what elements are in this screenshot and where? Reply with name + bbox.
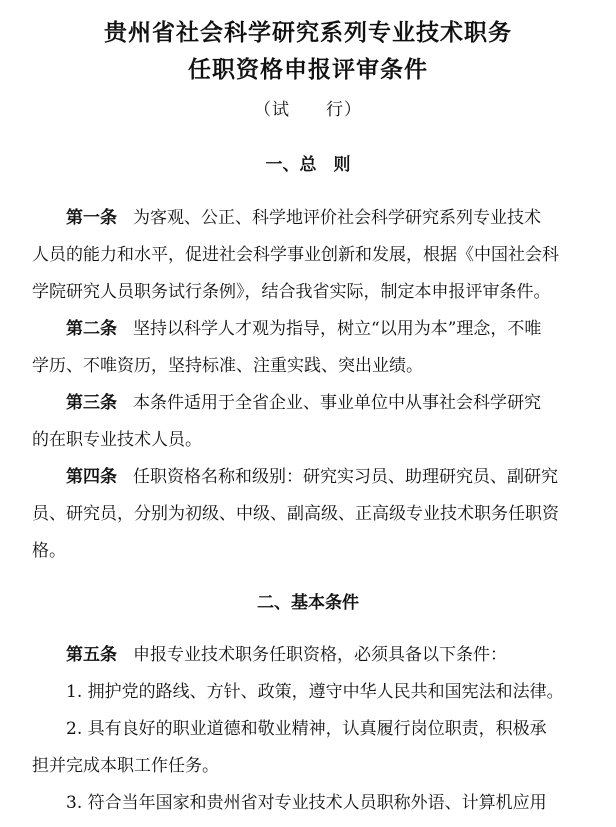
article-3-line-2: 的在职专业技术人员。 [32,430,202,450]
article-3-label: 第三条 [66,393,117,413]
article-2-text: 坚持以科学人才观为指导，树立“以用为本”理念，不唯 [133,319,542,339]
article-3-text: 本条件适用于全省企业、事业单位中从事社会科学研究 [133,393,541,413]
item-2-line-2: 担并完成本职工作任务。 [32,756,219,776]
article-5-line-1 [66,643,588,667]
article-1-line-3: 学院研究人员职务试行条例》，结合我省实际，制定本申报评审条件。 [32,282,551,302]
article-1-line-1 [66,206,588,230]
item-1: 1. 拥护党的路线、方针、政策，遵守中华人民共和国宪法和法律。 [66,682,564,702]
article-1-text: 为客观、公正、科学地评价社会科学研究系列专业技术 [133,208,541,228]
article-4-line-1 [66,465,588,489]
article-3-line-1 [66,391,588,415]
document-title-line-2: 任职资格申报评审条件 [188,57,428,83]
item-2-line-1: 2. 具有良好的职业道德和敬业精神，认真履行岗位职责，积极承 [66,719,547,739]
document-title-line-1: 贵州省社会科学研究系列专业技术职务 [104,20,512,46]
item-3-line-1: 3. 符合当年国家和贵州省对专业技术人员职称外语、计算机应用 [66,793,547,813]
article-4-line-3: 格。 [32,541,66,561]
article-2-line-1 [66,317,588,341]
section-heading-basic: 二、基本条件 [257,593,359,613]
article-5-text: 申报专业技术职务任职资格，必须具备以下条件： [133,645,507,665]
article-2-label: 第二条 [66,319,117,339]
article-1-label: 第一条 [66,208,117,228]
section-heading-general: 一、总 则 [265,155,351,175]
article-1-line-2: 人员的能力和水平，促进社会科学事业创新和发展，根据《中国社会科 [32,245,559,265]
article-4-label: 第四条 [66,467,117,487]
article-4-line-2: 员、研究员，分别为初级、中级、副高级、正高级专业技术职务任职资 [32,504,559,524]
article-5-label: 第五条 [66,645,117,665]
article-2-line-2: 学历、不唯资历，坚持标准、注重实践、突出业绩。 [32,356,423,376]
document-subtitle: （试 行） [254,100,362,120]
article-4-text: 任职资格名称和级别：研究实习员、助理研究员、副研究 [133,467,558,487]
